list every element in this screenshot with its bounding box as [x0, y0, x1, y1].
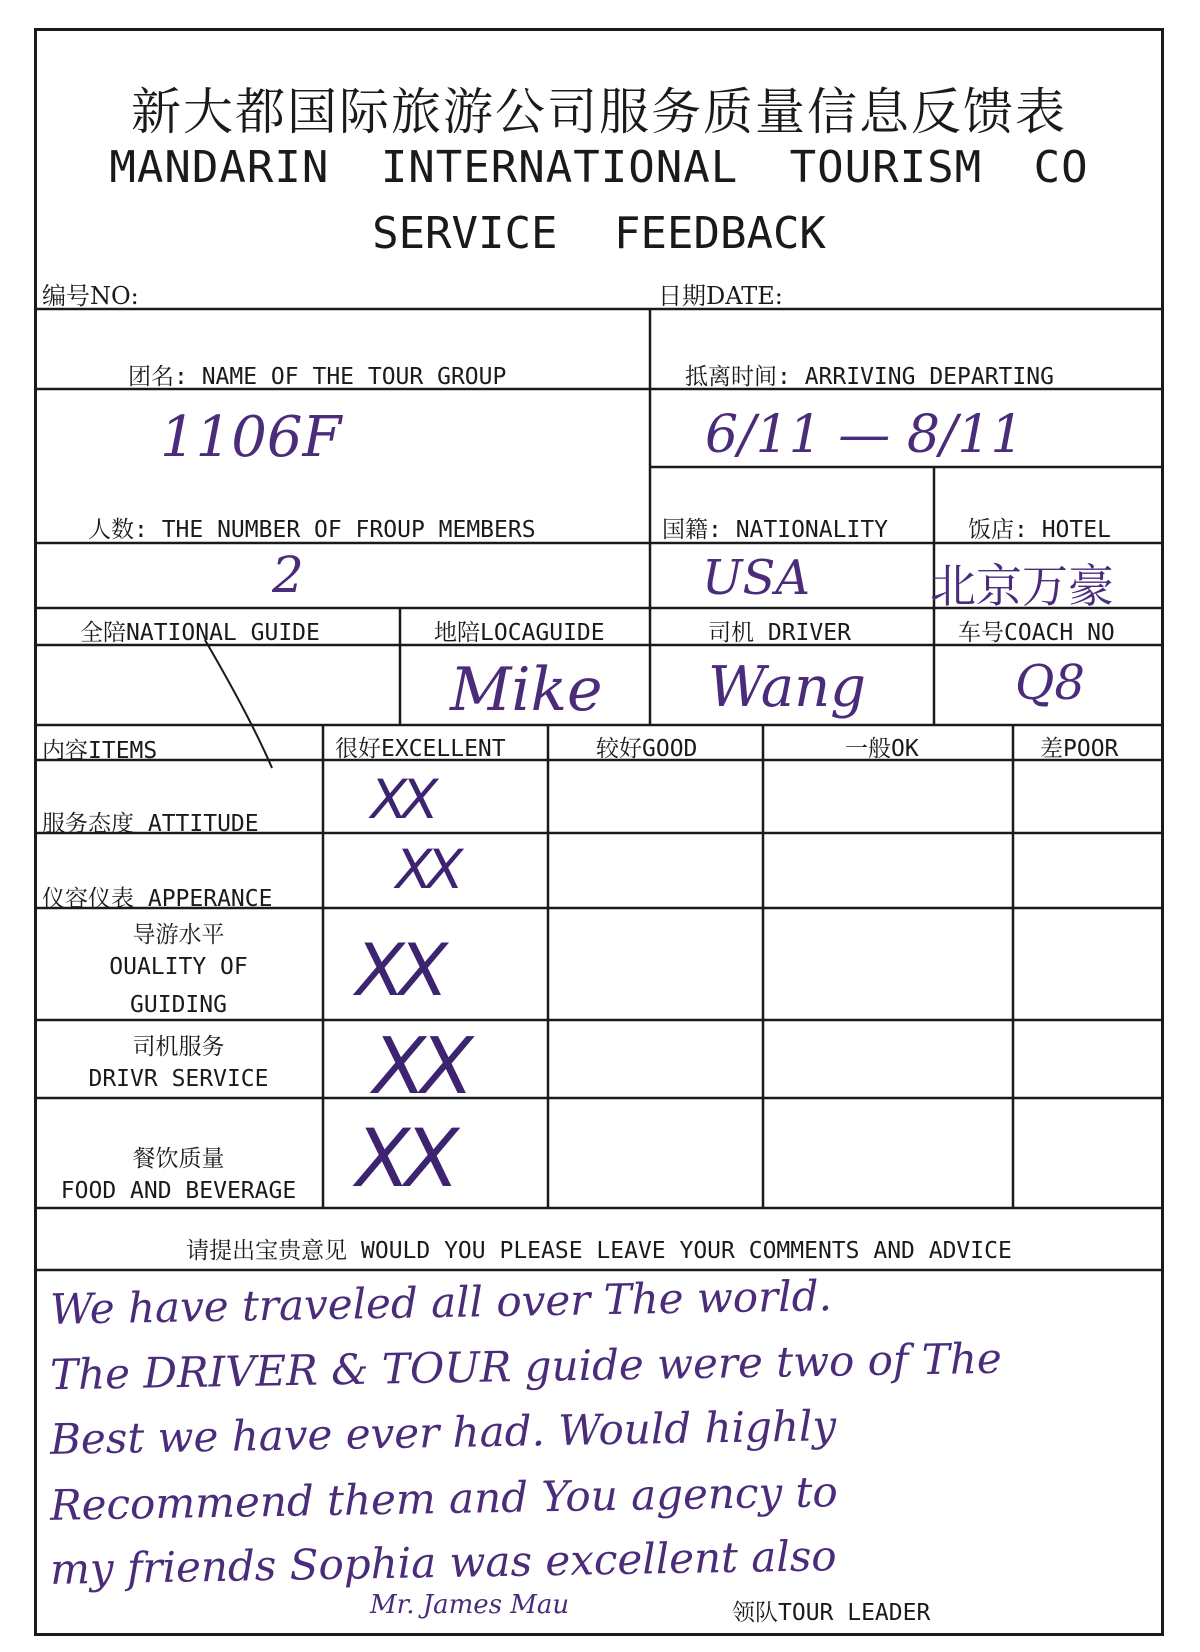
tour-leader-signature: Mr. James Mau: [370, 1590, 570, 1620]
header-poor: 差POOR: [1040, 736, 1119, 762]
header-ok: 一般OK: [845, 736, 919, 762]
driver-service-excellent-mark: XX: [364, 1022, 475, 1112]
form-title-chinese: 新大都国际旅游公司服务质量信息反馈表: [131, 83, 1067, 141]
attitude-excellent-mark: XX: [364, 768, 438, 831]
local-guide-value: Mike: [450, 655, 603, 725]
food-excellent-mark: XX: [346, 1112, 461, 1205]
driver-label: 司机 DRIVER: [708, 620, 851, 646]
date-label: 日期DATE:: [658, 282, 783, 310]
item-appearance: 仪容仪表 APPERANCE: [42, 886, 273, 912]
form-title-english: MANDARIN INTERNATIONAL TOURISM CO: [109, 142, 1089, 193]
hotel-label: 饭店: HOTEL: [968, 517, 1111, 543]
appearance-excellent-mark: XX: [389, 838, 463, 901]
guiding-excellent-mark: XX: [347, 928, 450, 1012]
tour-group-label: 团名: NAME OF THE TOUR GROUP: [128, 364, 507, 390]
tour-leader-label: 领队TOUR LEADER: [732, 1600, 931, 1626]
header-good: 较好GOOD: [596, 736, 698, 762]
item-attitude: 服务态度 ATTITUDE: [42, 811, 259, 837]
comment-line-1: We have traveled all over The world.: [49, 1271, 833, 1334]
driver-value: Wang: [708, 655, 866, 720]
comment-line-5: my friends Sophia was excellent also: [49, 1531, 837, 1594]
local-guide-label: 地陪LOCAGUIDE: [434, 620, 605, 646]
item-driver-service-en: DRIVR SERVICE: [88, 1066, 269, 1092]
hotel-value: 北京万豪: [930, 559, 1114, 613]
national-guide-label: 全陪NATIONAL GUIDE: [80, 620, 320, 646]
header-items: 内容ITEMS: [42, 738, 158, 764]
item-food-cn: 餐饮质量: [132, 1146, 225, 1172]
form-subtitle-english: SERVICE FEEDBACK: [372, 208, 826, 259]
tour-group-value: 1106F: [160, 405, 342, 470]
comments-label: 请提出宝贵意见 WOULD YOU PLEASE LEAVE YOUR COMMENTS AND ADVICE: [186, 1238, 1012, 1264]
item-driver-service-cn: 司机服务: [132, 1034, 225, 1060]
nationality-label: 国籍: NATIONALITY: [662, 517, 889, 543]
item-guiding-en-2: GUIDING: [130, 992, 227, 1018]
comment-line-2: The DRIVER & TOUR guide were two of The: [49, 1333, 1003, 1400]
number-label: 编号NO:: [42, 282, 139, 310]
coach-number-label: 车号COACH NO: [958, 620, 1115, 646]
header-excellent: 很好EXCELLENT: [335, 736, 506, 762]
group-members-value: 2: [272, 546, 304, 604]
arriving-departing-value: 6/11 — 8/11: [705, 405, 1024, 465]
nationality-value: USA: [702, 550, 810, 606]
arriving-departing-label: 抵离时间: ARRIVING DEPARTING: [685, 364, 1054, 390]
group-members-label: 人数: THE NUMBER OF FROUP MEMBERS: [88, 517, 536, 543]
coach-number-value: Q8: [1015, 655, 1085, 711]
comment-line-3: Best we have ever had. Would highly: [49, 1401, 837, 1464]
item-guiding-en-1: OUALITY OF: [109, 954, 248, 980]
item-guiding-cn: 导游水平: [132, 922, 225, 948]
comment-line-4: Recommend them and You agency to: [49, 1467, 839, 1530]
item-food-en: FOOD AND BEVERAGE: [60, 1178, 297, 1204]
